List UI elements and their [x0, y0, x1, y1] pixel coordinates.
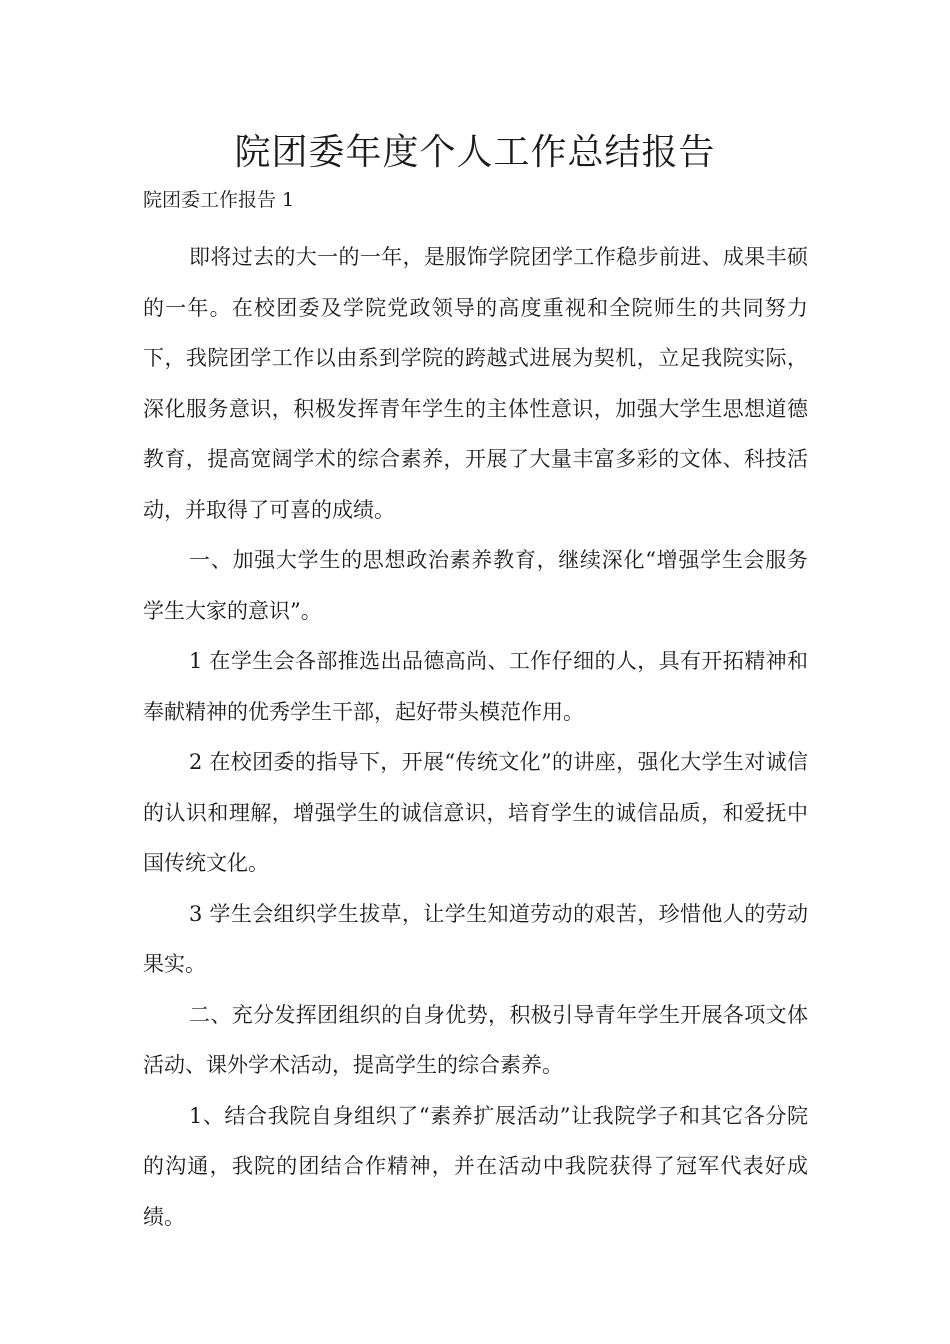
paragraph-item-1: 1 在学生会各部推选出品德高尚、工作仔细的人，具有开拓精神和奉献精神的优秀学生干部，起好带头模范作用。 [143, 649, 808, 724]
paragraph-item-3: 3 学生会组织学生拔草，让学生知道劳动的艰苦，珍惜他人的劳动果实。 [143, 901, 808, 976]
document-body [143, 232, 808, 1242]
paragraph-section-one-heading: 一、加强大学生的思想政治素养教育，继续深化“增强学生会服务学生大家的意识”。 [143, 548, 808, 623]
paragraph-section-two-item-1: 1、结合我院自身组织了“素养扩展活动”让我院学子和其它各分院的沟通，我院的团结合作精神，并在活动中我院获得了冠军代表好成绩。 [143, 1103, 808, 1229]
paragraph-intro: 即将过去的大一的一年，是服饰学院团学工作稳步前进、成果丰硕的一年。在校团委及学院党政领导的高度重视和全院师生的共同努力下，我院团学工作以由系到学院的跨越式进展为契机，立足我院实际，深化服务意识，积极发挥青年学生的主体性意识，加强大学生思想道德教育，提高宽阔学术的综合素养，开展了大量丰富多彩的文体、科技活动，并取得了可喜的成绩。 [143, 245, 808, 522]
document-title: 院团委年度个人工作总结报告 [234, 132, 716, 173]
paragraph-item-2: 2 在校团委的指导下，开展“传统文化”的讲座，强化大学生对诚信的认识和理解，增强学生的诚信意识，培育学生的诚信品质，和爱抚中国传统文化。 [143, 750, 808, 875]
document-subtitle: 院团委工作报告 1 [143, 189, 295, 211]
paragraph-section-two-heading: 二、充分发挥团组织的自身优势，积极引导青年学生开展各项文体活动、课外学术活动，提高学生的综合素养。 [143, 1002, 808, 1077]
